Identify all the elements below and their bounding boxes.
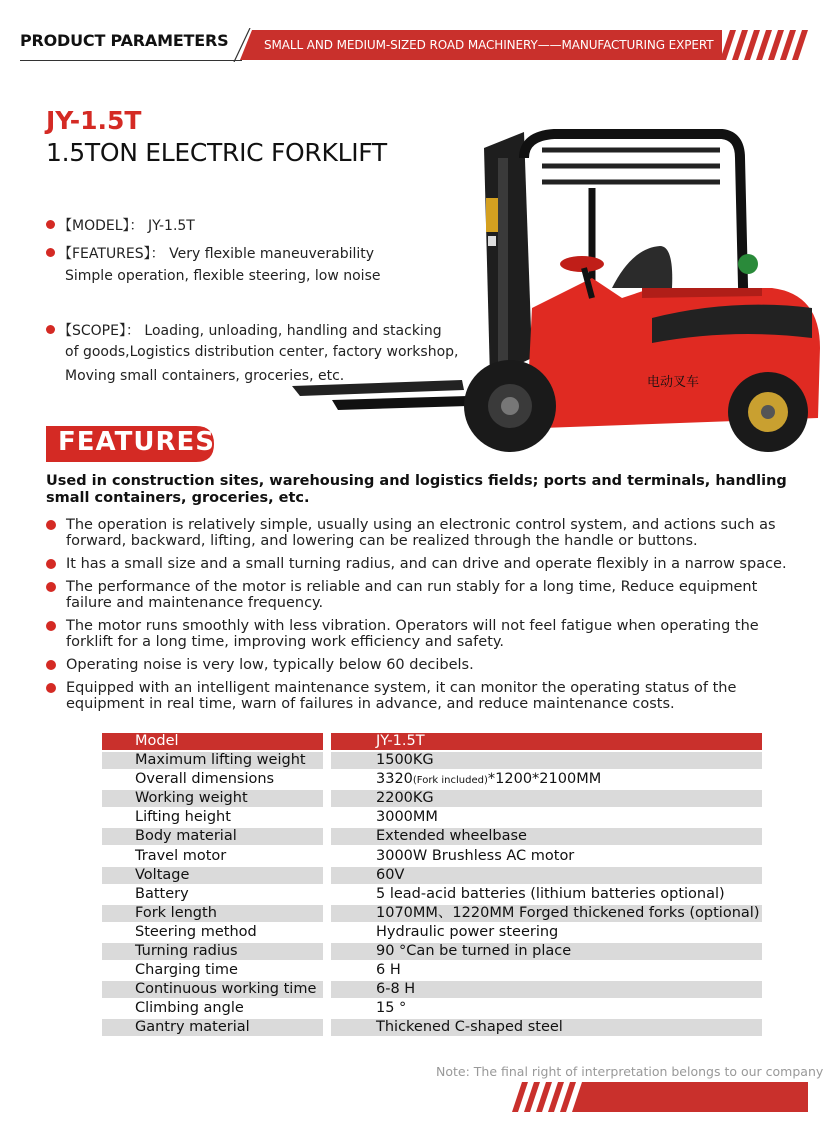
table-cell-value: 6-8 H [331,981,762,998]
features-list [46,517,806,719]
list-item: The performance of the motor is reliable and can run stably for a long time, Reduce equipment failure and maintenance frequency. [46,579,806,611]
spec-table [102,733,762,1039]
table-cell-label: Maximum lifting weight [102,752,323,769]
table-row [102,828,762,847]
forklift-image [292,128,824,458]
disclaimer-note: Note: The final right of interpretation belongs to our company [436,1064,824,1079]
table-header-cell: Model [102,733,323,750]
table-row [102,886,762,905]
table-cell-value: 90 °Can be turned in place [331,943,762,960]
table-row [102,809,762,828]
table-cell-value: 3000MM [331,809,762,826]
table-row [102,943,762,962]
bullet-dot [46,582,56,592]
table-cell-label: Battery [102,886,323,903]
vehicle-decal: 电动叉车 [647,375,700,390]
table-cell-label: Lifting height [102,809,323,826]
table-cell-label: Overall dimensions [102,771,323,788]
scope-line-3: Moving small containers, groceries, etc. [65,368,345,384]
table-cell-label: Charging time [102,962,323,979]
table-header-row [102,733,762,752]
features-line: 【FEATURES】： Very flexible maneuverability [46,243,374,263]
bullet-dot [46,520,56,530]
model-code: JY-1.5T [46,106,142,135]
features-heading: FEATURES [58,427,215,457]
table-cell-value: Thickened C-shaped steel [331,1019,762,1036]
table-cell-value: 3000W Brushless AC motor [331,848,762,865]
bullet-dot [46,220,55,229]
table-cell-value: 1070MM、1220MM Forged thickened forks (optional) [331,905,762,922]
table-cell-label: Working weight [102,790,323,807]
table-row [102,1000,762,1019]
table-header-cell: JY-1.5T [331,733,762,750]
list-item: Operating noise is very low, typically below 60 decibels. [46,657,806,673]
features-intro: Used in construction sites, warehousing and logistics fields; ports and terminals, handling small containers, groceries, etc. [46,473,787,506]
table-cell-label: Fork length [102,905,323,922]
table-row [102,790,762,809]
bullet-dot [46,248,55,257]
list-item: The operation is relatively simple, usually using an electronic control system, and actions such as forward, backward, lifting, and lowering can be realized through the handle or buttons. [46,517,806,549]
table-cell-value: Extended wheelbase [331,828,762,845]
table-row [102,771,762,790]
section-title: PRODUCT PARAMETERS [20,31,229,50]
bullet-dot [46,660,56,670]
table-cell-value: 60V [331,867,762,884]
table-cell-label: Turning radius [102,943,323,960]
table-cell-value: 15 ° [331,1000,762,1017]
table-row [102,752,762,771]
list-item: Equipped with an intelligent maintenance system, it can monitor the operating status of the equipment in real time, warn of failures in advance, and reduce maintenance costs. [46,680,806,712]
table-cell-label: Gantry material [102,1019,323,1036]
table-cell-label: Steering method [102,924,323,941]
header-tagline: SMALL AND MEDIUM-SIZED ROAD MACHINERY——MANUFACTURING EXPERT [264,38,714,52]
table-row [102,905,762,924]
table-row [102,924,762,943]
table-row [102,848,762,867]
features-line-2: Simple operation, flexible steering, low noise [65,268,381,284]
list-item: It has a small size and a small turning radius, and can drive and operate flexibly in a narrow space. [46,556,806,572]
scope-line: 【SCOPE】： Loading, unloading, handling and stacking [46,320,442,340]
bullet-dot [46,559,56,569]
table-cell-value: 3320(Fork included)*1200*2100MM [331,771,762,788]
header-stripes [722,30,808,60]
table-cell-label: Continuous working time [102,981,323,998]
table-cell-value: 6 H [331,962,762,979]
table-cell-value: 1500KG [331,752,762,769]
table-cell-label: Body material [102,828,323,845]
bullet-dot [46,325,55,334]
bullet-dot [46,683,56,693]
table-cell-value: Hydraulic power steering [331,924,762,941]
table-cell-value: 2200KG [331,790,762,807]
header-underline [20,60,242,61]
footer-band [510,1082,808,1112]
bullet-dot [46,621,56,631]
table-row [102,867,762,886]
list-item: The motor runs smoothly with less vibration. Operators will not feel fatigue when operating the forklift for a long time, improving work efficiency and safety. [46,618,806,650]
table-row [102,981,762,1000]
scope-line-2: of goods,Logistics distribution center, factory workshop, [65,344,459,360]
table-row [102,1019,762,1038]
model-line: 【MODEL】： JY-1.5T [46,215,195,235]
product-name: 1.5TON ELECTRIC FORKLIFT [46,138,387,167]
table-cell-label: Climbing angle [102,1000,323,1017]
table-cell-label: Travel motor [102,848,323,865]
table-cell-value: 5 lead-acid batteries (lithium batteries optional) [331,886,762,903]
table-row [102,962,762,981]
table-cell-label: Voltage [102,867,323,884]
